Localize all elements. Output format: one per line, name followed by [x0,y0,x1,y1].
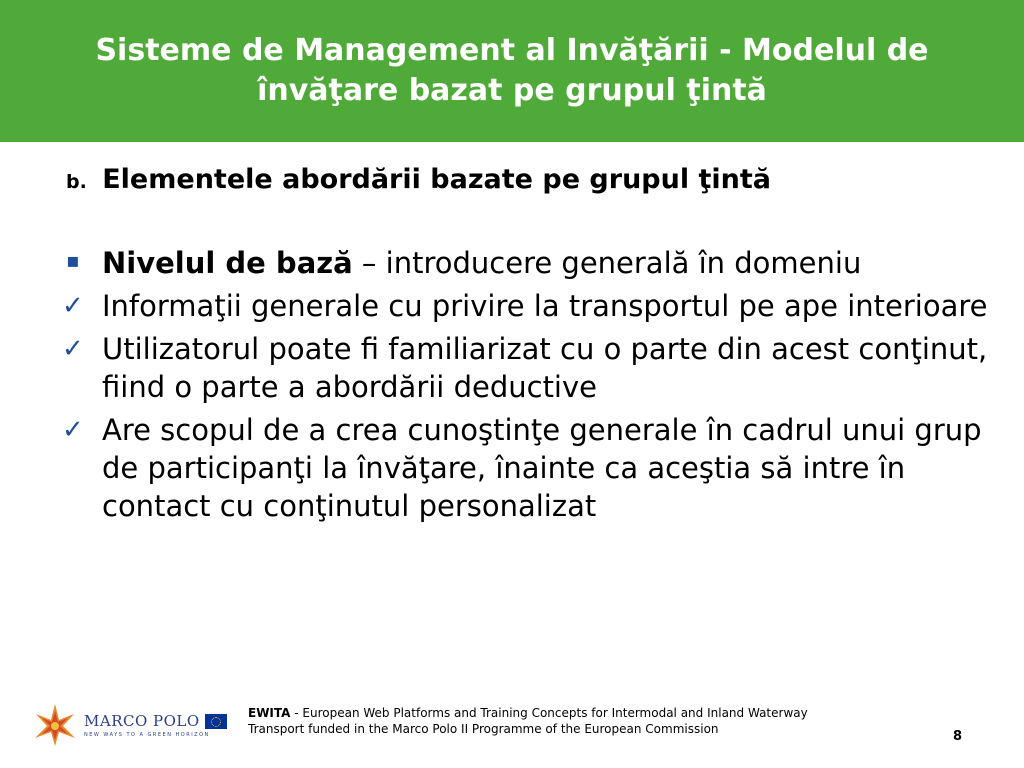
square-bullet-icon: ▪ [66,248,80,272]
star-logo-icon [32,702,78,748]
footer-line-1: - European Web Platforms and Training Concepts for Intermodal and Inland Waterway [290,706,808,720]
checkmark-icon: ✓ [62,415,84,445]
slide-header [0,0,1024,142]
slide-title: Sisteme de Management al Invăţării - Modelul de învăţare bazat pe grupul ţintă [95,33,929,108]
footer-line-2: Transport funded in the Marco Polo II Programme of the European Commission [248,722,719,736]
list-item [60,287,990,325]
page-number: 8 [953,729,963,744]
list-item [60,244,990,282]
marco-polo-logo [32,700,227,750]
logo-name-text: MARCO POLO [84,712,200,730]
list-item [60,411,990,525]
section-heading [66,164,771,195]
list-item-bold-text: Nivelul de bază [102,246,353,280]
list-item-text: Are scopul de a crea cunoştinţe generale în cadrul unui grup de participanţi la învăţare, înainte ca aceştia să intre în contact cu conţinutul personalizat [102,413,982,523]
eu-flag-icon [205,714,227,729]
list-item-text: – introducere generală în domeniu [352,246,862,280]
bullet-list [60,244,990,530]
section-heading-text: Elementele abordării bazate pe grupul ţintă [102,164,771,195]
logo-tagline: NEW WAYS TO A GREEN HORIZON [84,732,210,738]
footer-credits [248,705,908,737]
section-prefix: b. [66,171,87,193]
checkmark-icon: ✓ [62,291,84,321]
list-item-text: Utilizatorul poate fi familiarizat cu o parte din acest conţinut, fiind o parte a abordării deductive [102,332,988,404]
list-item [60,330,990,406]
checkmark-icon: ✓ [62,334,84,364]
footer-brand: EWITA [248,706,291,720]
list-item-text: Informaţii generale cu privire la transportul pe ape interioare [102,289,988,323]
